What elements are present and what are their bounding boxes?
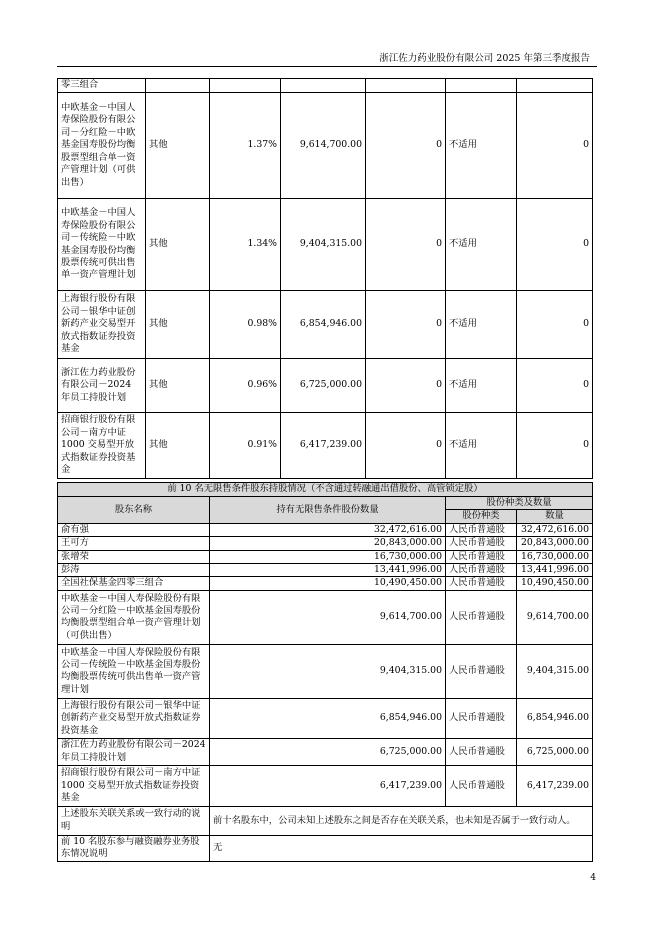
cell-shares: 6,725,000.00 bbox=[210, 738, 446, 765]
table-row bbox=[58, 79, 593, 93]
table-row bbox=[58, 590, 593, 644]
cell-restricted bbox=[366, 79, 446, 93]
cell-shares: 6,417,239.00 bbox=[210, 765, 446, 806]
cell-type: 人民币普通股 bbox=[446, 765, 517, 806]
cell-qty: 9,614,700.00 bbox=[517, 590, 593, 644]
cell-shares: 6,854,946.00 bbox=[281, 291, 366, 359]
table-row bbox=[58, 291, 593, 359]
cell-shares: 32,472,616.00 bbox=[210, 523, 446, 536]
cell-qty: 16,730,000.00 bbox=[517, 550, 593, 563]
cell-nature: 其他 bbox=[146, 199, 210, 291]
cell-type: 人民币普通股 bbox=[446, 523, 517, 536]
cell-name: 招商银行股份有限公司－南方中证 1000 交易型开放式指数证券投资基金 bbox=[58, 413, 146, 479]
report-header-title: 浙江佐力药业股份有限公司 2025 年第三季度报告 bbox=[379, 53, 590, 64]
cell-shares: 9,404,315.00 bbox=[281, 199, 366, 291]
cell-status: 不适用 bbox=[446, 359, 517, 413]
table-row bbox=[58, 698, 593, 738]
cell-shares: 13,441,996.00 bbox=[210, 564, 446, 577]
cell-pct bbox=[210, 79, 281, 93]
cell-name: 王可方 bbox=[58, 537, 210, 550]
table-row bbox=[58, 537, 593, 550]
table-row bbox=[58, 550, 593, 563]
cell-shares: 16,730,000.00 bbox=[210, 550, 446, 563]
cell-restricted: 0 bbox=[366, 199, 446, 291]
cell-type: 人民币普通股 bbox=[446, 644, 517, 698]
cell-name: 张增荣 bbox=[58, 550, 210, 563]
margin-trading-label: 前 10 名股东参与融资融券业务股东情况说明 bbox=[58, 835, 210, 861]
top10-shareholders-table-continued bbox=[57, 78, 593, 479]
header-divider bbox=[57, 66, 597, 67]
cell-nature: 其他 bbox=[146, 291, 210, 359]
cell-restricted: 0 bbox=[366, 93, 446, 199]
table-row bbox=[58, 738, 593, 765]
unrestricted-shareholders-table bbox=[57, 482, 593, 862]
cell-shares: 9,614,700.00 bbox=[281, 93, 366, 199]
table-row bbox=[58, 765, 593, 806]
unrestricted-section-title: 前 10 名无限售条件股东持股情况（不含通过转融通出借股份、高管锁定股） bbox=[58, 483, 593, 497]
cell-type: 人民币普通股 bbox=[446, 590, 517, 644]
cell-name: 彭涛 bbox=[58, 564, 210, 577]
cell-qty: 9,404,315.00 bbox=[517, 644, 593, 698]
cell-nature: 其他 bbox=[146, 413, 210, 479]
cell-name: 俞有强 bbox=[58, 523, 210, 536]
cell-shares: 9,404,315.00 bbox=[210, 644, 446, 698]
table-row bbox=[58, 199, 593, 291]
margin-trading-text: 无 bbox=[210, 835, 593, 861]
col-header-unrestricted-shares: 持有无限售条件股份数量 bbox=[210, 497, 446, 524]
cell-shares: 6,854,946.00 bbox=[210, 698, 446, 738]
cell-name: 中欧基金－中国人寿保险股份有限公司－传统险－中欧基金国寿股份均衡股票传统可供出售单一资产管理计划 bbox=[58, 644, 210, 698]
cell-qty bbox=[517, 79, 593, 93]
cell-shares: 20,843,000.00 bbox=[210, 537, 446, 550]
relation-text: 前十名股东中，公司未知上述股东之间是否存在关联关系，也未知是否属于一致行动人。 bbox=[210, 806, 593, 835]
cell-status bbox=[446, 79, 517, 93]
page-number: 4 bbox=[590, 873, 596, 883]
table-row bbox=[58, 359, 593, 413]
cell-nature: 其他 bbox=[146, 359, 210, 413]
cell-shares bbox=[281, 79, 366, 93]
cell-shares: 10,490,450.00 bbox=[210, 577, 446, 590]
cell-name: 招商银行股份有限公司－南方中证 1000 交易型开放式指数证券投资基金 bbox=[58, 765, 210, 806]
cell-pct: 1.37% bbox=[210, 93, 281, 199]
cell-name: 上海银行股份有限公司－银华中证创新药产业交易型开放式指数证券投资基金 bbox=[58, 698, 210, 738]
cell-shares: 6,417,239.00 bbox=[281, 413, 366, 479]
cell-restricted: 0 bbox=[366, 291, 446, 359]
table-row bbox=[58, 644, 593, 698]
cell-pct: 0.96% bbox=[210, 359, 281, 413]
table-row bbox=[58, 564, 593, 577]
cell-name: 全国社保基金四零三组合 bbox=[58, 577, 210, 590]
cell-shares: 9,614,700.00 bbox=[210, 590, 446, 644]
cell-status: 不适用 bbox=[446, 93, 517, 199]
cell-status: 不适用 bbox=[446, 291, 517, 359]
cell-type: 人民币普通股 bbox=[446, 577, 517, 590]
cell-qty: 6,417,239.00 bbox=[517, 765, 593, 806]
cell-status: 不适用 bbox=[446, 413, 517, 479]
cell-qty: 0 bbox=[517, 291, 593, 359]
cell-name: 中欧基金－中国人寿保险股份有限公司－分红险－中欧基金国寿股份均衡股票型组合单一资产管理计划（可供出售） bbox=[58, 93, 146, 199]
cell-type: 人民币普通股 bbox=[446, 550, 517, 563]
relation-label: 上述股东关联关系或一致行动的说明 bbox=[58, 806, 210, 835]
cell-pct: 0.91% bbox=[210, 413, 281, 479]
cell-qty: 6,854,946.00 bbox=[517, 698, 593, 738]
table-row bbox=[58, 577, 593, 590]
col-header-quantity: 数量 bbox=[517, 510, 593, 523]
cell-nature bbox=[146, 79, 210, 93]
table-row bbox=[58, 413, 593, 479]
cell-type: 人民币普通股 bbox=[446, 537, 517, 550]
cell-qty: 6,725,000.00 bbox=[517, 738, 593, 765]
cell-qty: 10,490,450.00 bbox=[517, 577, 593, 590]
cell-pct: 0.98% bbox=[210, 291, 281, 359]
col-header-shareholder-name: 股东名称 bbox=[58, 497, 210, 524]
cell-qty: 0 bbox=[517, 93, 593, 199]
cell-type: 人民币普通股 bbox=[446, 564, 517, 577]
col-header-share-type-group: 股份种类及数量 bbox=[446, 497, 593, 510]
cell-restricted: 0 bbox=[366, 413, 446, 479]
cell-name: 中欧基金－中国人寿保险股份有限公司－分红险－中欧基金国寿股份均衡股票型组合单一资产管理计划（可供出售） bbox=[58, 590, 210, 644]
cell-type: 人民币普通股 bbox=[446, 738, 517, 765]
table-row bbox=[58, 523, 593, 536]
cell-name: 上海银行股份有限公司－银华中证创新药产业交易型开放式指数证券投资基金 bbox=[58, 291, 146, 359]
col-header-share-type: 股份种类 bbox=[446, 510, 517, 523]
cell-qty: 20,843,000.00 bbox=[517, 537, 593, 550]
cell-qty: 13,441,996.00 bbox=[517, 564, 593, 577]
cell-shares: 6,725,000.00 bbox=[281, 359, 366, 413]
cell-name: 浙江佐力药业股份有限公司－2024 年员工持股计划 bbox=[58, 738, 210, 765]
cell-qty: 0 bbox=[517, 413, 593, 479]
cell-qty: 0 bbox=[517, 359, 593, 413]
cell-name: 浙江佐力药业股份有限公司－2024 年员工持股计划 bbox=[58, 359, 146, 413]
cell-type: 人民币普通股 bbox=[446, 698, 517, 738]
cell-restricted: 0 bbox=[366, 359, 446, 413]
cell-name: 零三组合 bbox=[58, 79, 146, 93]
cell-status: 不适用 bbox=[446, 199, 517, 291]
cell-nature: 其他 bbox=[146, 93, 210, 199]
cell-name: 中欧基金－中国人寿保险股份有限公司－传统险－中欧基金国寿股份均衡股票传统可供出售单一资产管理计划 bbox=[58, 199, 146, 291]
table-row bbox=[58, 93, 593, 199]
cell-qty: 0 bbox=[517, 199, 593, 291]
cell-pct: 1.34% bbox=[210, 199, 281, 291]
cell-qty: 32,472,616.00 bbox=[517, 523, 593, 536]
